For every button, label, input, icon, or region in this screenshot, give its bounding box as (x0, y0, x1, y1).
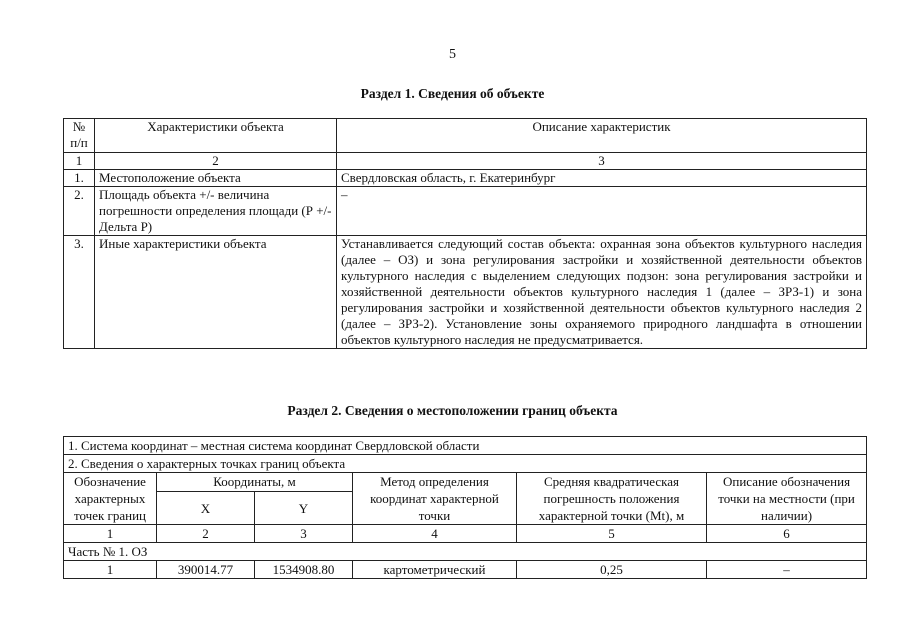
index-cell: 6 (707, 525, 867, 543)
point-designation: 1 (64, 561, 157, 579)
table-header-row (64, 119, 867, 153)
index-cell: 4 (353, 525, 517, 543)
points-info: 2. Сведения о характерных точках границ объекта (64, 455, 867, 473)
section-2-title: Раздел 2. Сведения о местоположении границ объекта (287, 403, 618, 418)
row-description: Свердловская область, г. Екатеринбург (337, 170, 867, 187)
row-description: – (337, 187, 867, 236)
header-coordinates: Координаты, м (157, 473, 353, 492)
header-error: Средняя квадратическая погрешность положения характерной точки (Mt), м (517, 473, 707, 525)
row-characteristic: Местоположение объекта (95, 170, 337, 187)
index-cell: 1 (64, 525, 157, 543)
header-num: № п/п (64, 119, 95, 153)
row-number: 2. (64, 187, 95, 236)
row-characteristic: Площадь объекта +/- величина погрешности определения площади (Р +/- Дельта Р) (95, 187, 337, 236)
row-number: 1. (64, 170, 95, 187)
table-row (64, 187, 867, 236)
header-x: X (157, 492, 255, 525)
object-info-table (63, 118, 867, 349)
row-description: Устанавливается следующий состав объекта: охранная зона объектов культурного наследия (далее – ОЗ) и зона регулирования застройки и хозяйственной деятельности объектов культурного наследия с выделением следующих подзон: зона регулирования застройки и хозяйственной деятельности объектов культурного наследия 1 (далее – ЗРЗ-1) и зона регулирования застройки и хозяйственной деятельности объектов культурного наследия 2 (далее – ЗРЗ-2). Установление зоны охраняемого природного ландшафта в отношении объектов культурного наследия не предусматривается. (337, 236, 867, 349)
column-index-row (64, 153, 867, 170)
part-label: Часть № 1. ОЗ (64, 543, 867, 561)
table-row (64, 236, 867, 349)
row-number: 3. (64, 236, 95, 349)
index-cell: 1 (64, 153, 95, 170)
point-method: картометрический (353, 561, 517, 579)
table-row (64, 170, 867, 187)
header-method: Метод определения координат характерной точки (353, 473, 517, 525)
section-1-title: Раздел 1. Сведения об объекте (360, 86, 545, 101)
index-cell: 2 (95, 153, 337, 170)
header-designation: Обозначение характерных точек границ (64, 473, 157, 525)
point-error: 0,25 (517, 561, 707, 579)
index-cell: 3 (255, 525, 353, 543)
index-cell: 2 (157, 525, 255, 543)
coordinate-system: 1. Система координат – местная система координат Свердловской области (64, 437, 867, 455)
table-row (64, 561, 867, 579)
index-cell: 5 (517, 525, 707, 543)
boundary-points-table (63, 436, 867, 579)
index-cell: 3 (337, 153, 867, 170)
point-x: 390014.77 (157, 561, 255, 579)
header-y: Y (255, 492, 353, 525)
header-point-description: Описание обозначения точки на местности (при наличии) (707, 473, 867, 525)
table-header-row (64, 473, 867, 492)
page-number: 5 (449, 47, 456, 62)
row-characteristic: Иные характеристики объекта (95, 236, 337, 349)
point-description: – (707, 561, 867, 579)
column-index-row (64, 525, 867, 543)
point-y: 1534908.80 (255, 561, 353, 579)
header-characteristics: Характеристики объекта (95, 119, 337, 153)
header-description: Описание характеристик (337, 119, 867, 153)
